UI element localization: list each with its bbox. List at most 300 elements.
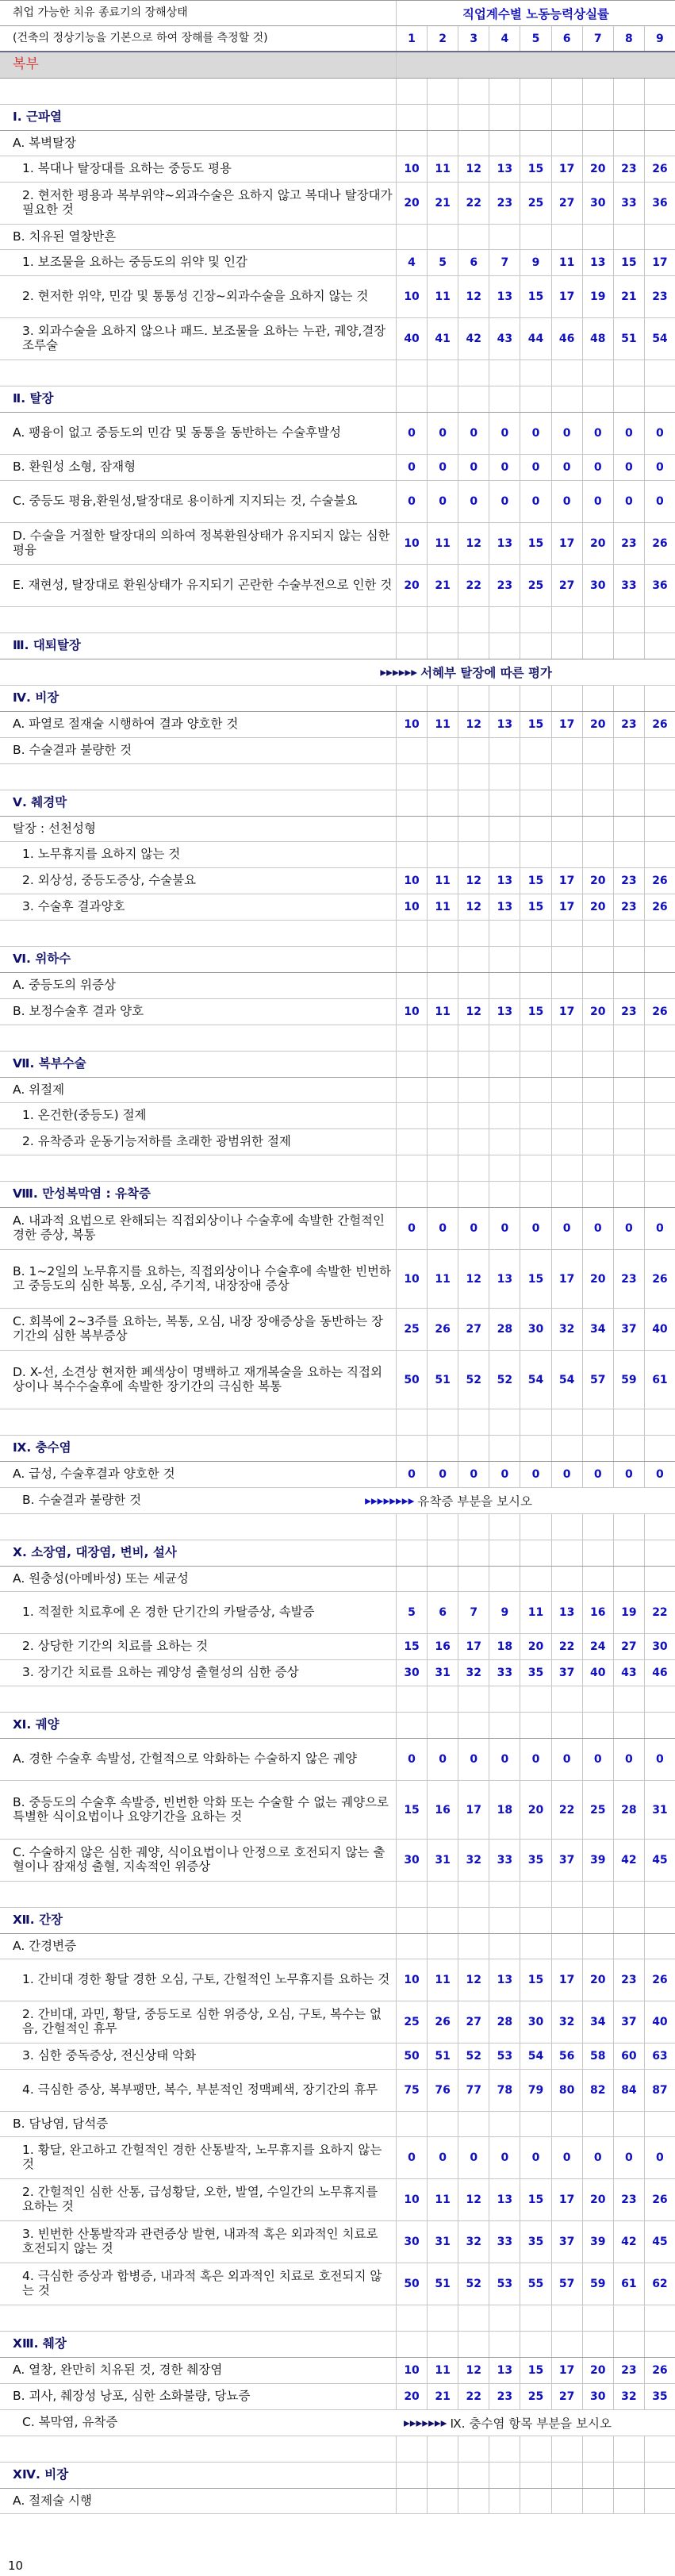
empty-cell <box>428 1155 458 1181</box>
empty-cell <box>614 1103 645 1128</box>
table-row <box>0 2221 675 2263</box>
row-label-cell <box>0 1713 397 1738</box>
value-cell: 20 <box>583 156 614 182</box>
empty-cell <box>645 131 675 156</box>
value-cells <box>397 1840 675 1881</box>
blank-row <box>0 1882 675 1908</box>
empty-cell <box>645 79 675 104</box>
section-title: Ⅱ. 탈장 <box>13 391 54 406</box>
empty-value-cells <box>397 1934 675 1959</box>
row-label-cell <box>0 1567 397 1591</box>
value-cell: 15 <box>520 156 551 182</box>
empty-cell <box>614 1686 645 1712</box>
value-cell: 13 <box>489 156 520 182</box>
row-label: A. 위절제 <box>13 1082 65 1097</box>
value-cell: 13 <box>489 276 520 317</box>
column-header: 5 <box>520 26 551 51</box>
value-cell: 9 <box>489 1592 520 1633</box>
section-title: Ⅴ. 췌경막 <box>13 795 67 810</box>
empty-cell <box>397 1129 428 1155</box>
value-cell: 13 <box>489 2179 520 2220</box>
row-label-cell <box>0 156 397 182</box>
value-cell: 50 <box>397 2263 428 2305</box>
empty-cell <box>397 921 428 946</box>
table-row <box>0 1634 675 1660</box>
row-label-cell <box>0 1309 397 1350</box>
empty-value-cells <box>397 738 675 763</box>
empty-value-cells <box>397 947 675 972</box>
row-label-cell <box>0 276 397 317</box>
empty-cell <box>645 1409 675 1435</box>
empty-cell <box>520 1052 551 1077</box>
value-cell: 16 <box>428 1634 458 1659</box>
blank-row <box>0 1514 675 1540</box>
value-cell: 43 <box>614 1660 645 1686</box>
empty-cell <box>520 386 551 412</box>
value-cell: 76 <box>428 2070 458 2111</box>
empty-cell <box>614 817 645 841</box>
empty-cell <box>552 105 583 130</box>
value-cells <box>397 276 675 317</box>
empty-value-cells <box>397 1052 675 1077</box>
empty-cell <box>520 1103 551 1128</box>
value-cell: 32 <box>458 1660 489 1686</box>
empty-cell <box>645 2463 675 2488</box>
table-row <box>0 183 675 225</box>
value-cell: 17 <box>458 1634 489 1659</box>
value-cell: 0 <box>552 1208 583 1249</box>
value-cell: 17 <box>552 999 583 1025</box>
row-label-cell <box>0 712 397 737</box>
empty-value-cells <box>397 2463 675 2488</box>
empty-cell <box>397 360 428 386</box>
empty-cell <box>645 947 675 972</box>
category-title: 복부 <box>13 56 39 73</box>
empty-cell <box>428 1514 458 1540</box>
empty-cell <box>428 2463 458 2488</box>
value-cell: 30 <box>520 2001 551 2043</box>
empty-cell <box>645 1908 675 1933</box>
value-cell: 23 <box>614 156 645 182</box>
empty-cell <box>397 738 428 763</box>
empty-cell <box>397 633 428 659</box>
value-cell: 31 <box>428 1660 458 1686</box>
value-cell: 48 <box>583 318 614 359</box>
value-cell: 33 <box>489 2221 520 2263</box>
value-cell: 26 <box>652 875 668 887</box>
empty-cell <box>489 1908 520 1933</box>
value-cell: 26 <box>652 2193 668 2206</box>
value-cell: 54 <box>520 1351 551 1409</box>
section-row <box>0 633 675 659</box>
row-label: A. 경한 수술후 속발성, 간헐적으로 악화하는 수술하지 않은 궤양 <box>13 1751 357 1767</box>
value-cell: 61 <box>652 1373 668 1386</box>
empty-cell <box>428 1882 458 1907</box>
section-row <box>0 1713 675 1739</box>
value-cell: 0 <box>520 2137 551 2178</box>
row-label: C. 수술하지 않은 심한 궤양, 식이요법이나 안정으로 호전되지 않는 출혈이나 잠재성 출혈, 지속적인 위증상 <box>13 1845 385 1874</box>
table-row <box>0 1351 675 1409</box>
value-cell: 4 <box>397 250 428 275</box>
empty-cell <box>397 2489 428 2513</box>
value-cells <box>397 523 675 564</box>
row-label: 2. 현저한 위약, 민감 및 통통성 긴장~외과수술을 요하지 않는 것 <box>22 289 369 304</box>
blank-label-cell <box>0 607 397 632</box>
empty-cell <box>614 921 645 946</box>
empty-cell <box>428 1025 458 1051</box>
empty-cell <box>428 2112 458 2136</box>
empty-cell <box>458 386 489 412</box>
row-label: B. 담낭염, 담석증 <box>13 2116 109 2131</box>
blank-row <box>0 1155 675 1182</box>
empty-cell <box>520 1514 551 1540</box>
row-label-cell <box>0 318 397 359</box>
value-cell: 32 <box>458 2221 489 2263</box>
value-cell: 21 <box>428 2384 458 2409</box>
empty-cell <box>614 790 645 816</box>
reference-note-row <box>0 2410 675 2436</box>
value-cell: 11 <box>428 999 458 1025</box>
value-cell: 24 <box>583 1634 614 1659</box>
empty-cell <box>458 79 489 104</box>
table-row <box>0 2043 675 2070</box>
row-label-cell <box>0 686 397 711</box>
empty-cell <box>428 1567 458 1591</box>
value-cell: 0 <box>614 1739 645 1780</box>
row-label: A. 간경변증 <box>13 1938 77 1953</box>
empty-cell <box>552 1567 583 1591</box>
value-cell: 0 <box>428 455 458 480</box>
column-header: 6 <box>552 26 583 51</box>
value-cell: 19 <box>614 1592 645 1633</box>
empty-cell <box>645 1078 675 1102</box>
value-cell: 35 <box>520 1660 551 1686</box>
empty-cell <box>428 2305 458 2331</box>
blank-label-cell <box>0 921 397 946</box>
empty-cell <box>645 1129 675 1155</box>
table-row <box>0 1739 675 1781</box>
value-cell: 31 <box>652 1803 668 1817</box>
empty-cell <box>645 2112 675 2136</box>
value-cell: 0 <box>458 1462 489 1487</box>
value-cell: 0 <box>656 495 664 508</box>
value-cells <box>397 481 675 522</box>
value-cell: 11 <box>428 1250 458 1308</box>
value-cell: 80 <box>552 2070 583 2111</box>
value-cell: 23 <box>489 183 520 224</box>
value-cell: 10 <box>397 1250 428 1308</box>
row-label-cell <box>0 225 397 249</box>
empty-cell <box>397 790 428 816</box>
value-cell: 7 <box>458 1592 489 1633</box>
empty-cell <box>645 1567 675 1591</box>
blank-row <box>0 79 675 105</box>
value-cell: 0 <box>428 413 458 454</box>
empty-value-cells <box>397 1713 675 1738</box>
empty-cell <box>583 1155 614 1181</box>
empty-cell <box>489 2332 520 2357</box>
column-header: 3 <box>458 26 489 51</box>
value-cell: 53 <box>489 2043 520 2069</box>
empty-cell <box>397 131 428 156</box>
row-label-cell <box>0 999 397 1025</box>
empty-cell <box>583 817 614 841</box>
value-cell: 6 <box>458 250 489 275</box>
table-row <box>0 1462 675 1488</box>
value-cell: 10 <box>397 2358 428 2383</box>
empty-cell <box>458 1567 489 1591</box>
row-label-cell <box>0 2112 397 2136</box>
arrow-pointer-icon: ▸▸▸▸▸▸▸ <box>403 2416 447 2430</box>
value-cell: 0 <box>458 1739 489 1780</box>
value-cell: 15 <box>397 1634 428 1659</box>
empty-cell <box>458 790 489 816</box>
row-label-cell <box>0 523 397 564</box>
value-cells <box>397 1959 675 2001</box>
value-cell: 31 <box>428 1840 458 1881</box>
value-cell: 51 <box>614 318 645 359</box>
empty-cell <box>520 1908 551 1933</box>
row-label-cell <box>0 738 397 763</box>
value-cell: 15 <box>520 999 551 1025</box>
empty-cell <box>552 360 583 386</box>
empty-cell <box>614 131 645 156</box>
empty-cell <box>583 131 614 156</box>
value-cell: 0 <box>552 2137 583 2178</box>
value-cell: 0 <box>583 481 614 522</box>
value-cell: 57 <box>552 2263 583 2305</box>
empty-cell <box>520 1078 551 1102</box>
empty-cell <box>583 2332 614 2357</box>
category-empty-cells <box>397 52 675 78</box>
value-cell: 0 <box>583 1739 614 1780</box>
value-cell: 35 <box>520 1840 551 1881</box>
empty-cell <box>458 686 489 711</box>
table-row <box>0 455 675 481</box>
value-cell: 11 <box>428 523 458 564</box>
table-row <box>0 712 675 738</box>
empty-cell <box>520 1713 551 1738</box>
empty-cell <box>645 1103 675 1128</box>
empty-cell <box>428 842 458 867</box>
row-label: B. 환원성 소형, 잠재형 <box>13 459 136 475</box>
value-cell: 42 <box>614 2221 645 2263</box>
empty-cell <box>614 2489 645 2513</box>
value-cells <box>397 1351 675 1409</box>
empty-cell <box>583 738 614 763</box>
blank-label-cell <box>0 360 397 386</box>
row-label: A. 파열로 절재술 시행하여 결과 양호한 것 <box>13 717 239 732</box>
value-cell: 41 <box>428 318 458 359</box>
empty-cell <box>552 764 583 790</box>
empty-cell <box>397 817 428 841</box>
empty-cell <box>489 2112 520 2136</box>
value-cell: 12 <box>458 868 489 894</box>
row-label-cell <box>0 1351 397 1409</box>
value-cell: 23 <box>614 2179 645 2220</box>
section-row <box>0 1436 675 1462</box>
table-row <box>0 2137 675 2179</box>
value-cell: 0 <box>397 2137 428 2178</box>
value-cell: 13 <box>583 250 614 275</box>
value-cell: 23 <box>614 712 645 737</box>
value-cells <box>397 2070 675 2111</box>
row-label-cell <box>0 1436 397 1461</box>
value-cells <box>397 894 675 920</box>
row-label: B. 괴사, 췌장성 낭포, 심한 소화불량, 당뇨증 <box>13 2389 251 2404</box>
row-label-cell <box>0 455 397 480</box>
value-cell: 20 <box>583 1959 614 2001</box>
empty-cell <box>552 225 583 249</box>
empty-cell <box>552 2436 583 2462</box>
empty-cell <box>489 386 520 412</box>
empty-cell <box>614 1025 645 1051</box>
section-title: Ⅲ. 대퇴탈장 <box>13 638 81 653</box>
value-cells <box>397 1309 675 1350</box>
empty-cell <box>583 1686 614 1712</box>
value-cell: 59 <box>614 1351 645 1409</box>
value-cell: 27 <box>552 183 583 224</box>
empty-cell <box>614 764 645 790</box>
empty-cell <box>489 842 520 867</box>
empty-cell <box>645 790 675 816</box>
arrow-pointer-icon: ▸▸▸▸▸▸ <box>380 665 418 679</box>
value-cell: 23 <box>614 999 645 1025</box>
value-cell: 33 <box>614 183 645 224</box>
empty-cell <box>552 973 583 998</box>
empty-cell <box>520 105 551 130</box>
header-right-title-cell <box>397 1 675 25</box>
empty-value-cells <box>397 2305 675 2331</box>
value-cell: 20 <box>583 523 614 564</box>
value-cell: 30 <box>583 565 614 606</box>
row-label-cell <box>0 2489 397 2513</box>
empty-cell <box>583 1409 614 1435</box>
empty-cell <box>489 607 520 632</box>
value-cell: 25 <box>520 183 551 224</box>
value-cell: 30 <box>520 1309 551 1350</box>
row-label-cell <box>0 2179 397 2220</box>
value-cell: 18 <box>489 1781 520 1839</box>
empty-cell <box>397 2305 428 2331</box>
section-title: Ⅳ. 비장 <box>13 690 59 706</box>
value-cell: 37 <box>552 1840 583 1881</box>
empty-cell <box>552 790 583 816</box>
empty-cell <box>645 2332 675 2357</box>
empty-cell <box>583 1078 614 1102</box>
empty-cell <box>458 2112 489 2136</box>
row-label: 4. 극심한 증상과 합병증, 내과적 혹은 외과적인 치료로 호전되지 않는 것 <box>22 2269 382 2297</box>
value-cell: 79 <box>520 2070 551 2111</box>
empty-cell <box>520 2112 551 2136</box>
empty-cell <box>645 1713 675 1738</box>
blank-row <box>0 1686 675 1713</box>
empty-cell <box>552 1103 583 1128</box>
value-cell: 0 <box>614 1208 645 1249</box>
empty-cell <box>583 360 614 386</box>
value-cell: 0 <box>520 1208 551 1249</box>
subheading-row <box>0 225 675 250</box>
row-label: 2. 간비대, 과민, 황달, 중등도로 심한 위증상, 오심, 구토, 복수는 없음, 간헐적인 휴무 <box>22 2007 382 2036</box>
empty-cell <box>614 1934 645 1959</box>
empty-cell <box>428 2332 458 2357</box>
value-cell: 0 <box>397 1739 428 1780</box>
empty-cell <box>583 2305 614 2331</box>
value-cell: 17 <box>552 712 583 737</box>
empty-cell <box>614 1908 645 1933</box>
value-cell: 7 <box>489 250 520 275</box>
value-cell: 20 <box>583 894 614 920</box>
value-cell: 46 <box>552 318 583 359</box>
table-row <box>0 894 675 921</box>
empty-cell <box>397 1686 428 1712</box>
empty-cell <box>645 738 675 763</box>
column-header: 2 <box>428 26 458 51</box>
value-cell: 13 <box>489 2358 520 2383</box>
empty-cell <box>645 764 675 790</box>
empty-cell <box>520 1182 551 1207</box>
note-text: 서혜부 탈장에 따른 평가 <box>420 666 552 680</box>
value-cell: 35 <box>652 2390 668 2403</box>
value-cell: 23 <box>614 523 645 564</box>
row-label: 1. 복대나 탈장대를 요하는 중등도 평용 <box>22 161 232 176</box>
section-row <box>0 947 675 973</box>
empty-cell <box>645 973 675 998</box>
empty-cell <box>458 947 489 972</box>
empty-cell <box>552 607 583 632</box>
value-cell: 11 <box>552 250 583 275</box>
empty-cell <box>489 1540 520 1566</box>
row-label-cell <box>0 2263 397 2305</box>
value-cells <box>397 413 675 454</box>
value-cell: 0 <box>520 1739 551 1780</box>
value-cell: 34 <box>583 2001 614 2043</box>
empty-cell <box>645 817 675 841</box>
row-label: A. 열창, 완만히 치유된 것, 경한 췌장염 <box>13 2363 223 2378</box>
empty-cell <box>489 105 520 130</box>
value-cell: 11 <box>428 1959 458 2001</box>
row-label-cell <box>0 1103 397 1128</box>
empty-cell <box>520 2436 551 2462</box>
empty-cell <box>397 1155 428 1181</box>
value-cell: 30 <box>397 1660 428 1686</box>
value-cell: 22 <box>552 1634 583 1659</box>
value-cell: 42 <box>458 318 489 359</box>
value-cell: 45 <box>652 1854 668 1867</box>
empty-cell <box>614 1155 645 1181</box>
row-label: 3. 심한 중독증상, 전신상태 악화 <box>22 2048 197 2063</box>
empty-cell <box>520 360 551 386</box>
row-label-cell <box>0 1250 397 1308</box>
empty-value-cells <box>397 2489 675 2513</box>
empty-cell <box>614 2305 645 2331</box>
empty-cell <box>645 2436 675 2462</box>
row-label-cell <box>0 2137 397 2178</box>
value-cell: 12 <box>458 1959 489 2001</box>
section-title: ⅩⅢ. 췌장 <box>13 2336 67 2351</box>
value-cell: 26 <box>652 2364 668 2377</box>
empty-cell <box>397 2436 428 2462</box>
empty-cell <box>583 386 614 412</box>
table-row <box>0 2070 675 2112</box>
empty-cell <box>583 1882 614 1907</box>
empty-value-cells <box>397 1103 675 1128</box>
value-cell: 0 <box>397 413 428 454</box>
empty-cell <box>583 105 614 130</box>
empty-cell <box>489 225 520 249</box>
empty-cell <box>614 738 645 763</box>
row-label-cell <box>0 2358 397 2383</box>
